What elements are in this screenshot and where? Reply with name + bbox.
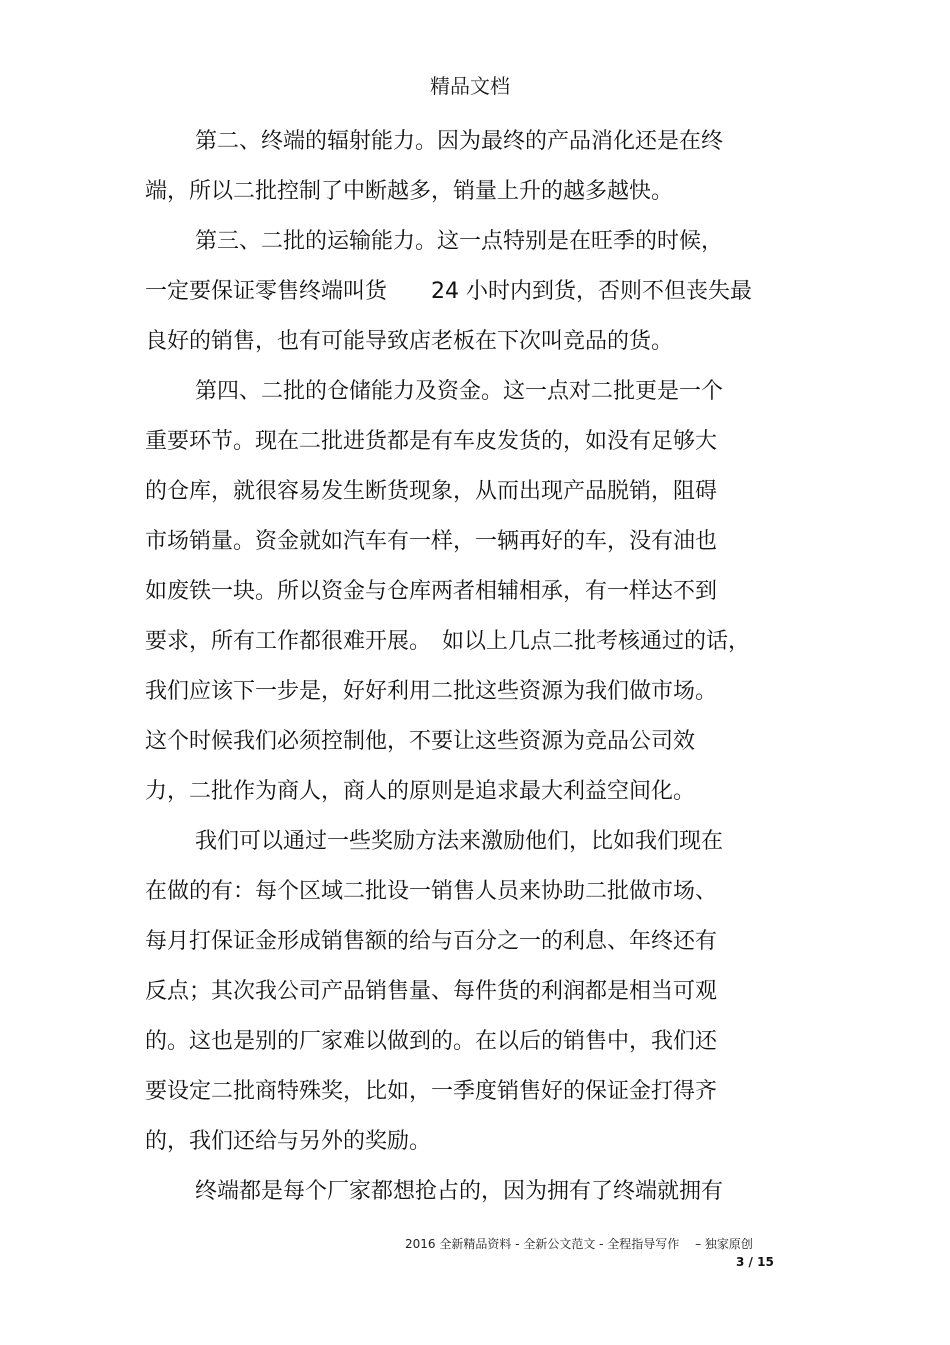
body-line: 的。这也是别的厂家难以做到的。在以后的销售中，我们还: [145, 1029, 718, 1054]
body-line: 要求，所有工作都很难开展。 如以上几点二批考核通过的话，: [145, 629, 751, 654]
body-line: 第三、二批的运输能力。这一点特别是在旺季的时候，: [195, 229, 724, 254]
body-line: 一定要保证零售终端叫货 24 小时内到货，否则不但丧失最: [145, 279, 752, 304]
page-number: 3 / 15: [736, 1255, 774, 1269]
body-line: 我们可以通过一些奖励方法来激励他们，比如我们现在: [195, 829, 724, 854]
body-line: 的，我们还给与另外的奖励。: [145, 1129, 432, 1154]
body-line: 第四、二批的仓储能力及资金。这一点对二批更是一个: [195, 379, 724, 404]
body-line: 的仓库，就很容易发生断货现象，从而出现产品脱销，阻碍: [145, 479, 718, 504]
body-line: 端，所以二批控制了中断越多，销量上升的越多越快。: [145, 179, 674, 204]
body-line: 反点；其次我公司产品销售量、每件货的利润都是相当可观: [145, 979, 718, 1004]
page-header-title: 精品文档: [430, 74, 510, 98]
body-line: 如废铁一块。所以资金与仓库两者相辅相承，有一样达不到: [145, 579, 718, 604]
body-line: 我们应该下一步是，好好利用二批这些资源为我们做市场。: [145, 679, 718, 704]
body-line: 要设定二批商特殊奖，比如，一季度销售好的保证金打得齐: [145, 1079, 718, 1104]
body-line: 第二、终端的辐射能力。因为最终的产品消化还是在终: [195, 129, 724, 154]
body-line: 终端都是每个厂家都想抢占的，因为拥有了终端就拥有: [195, 1179, 724, 1204]
body-line: 良好的销售，也有可能导致店老板在下次叫竞品的货。: [145, 329, 674, 354]
body-line: 市场销量。资金就如汽车有一样，一辆再好的车，没有油也: [145, 529, 718, 554]
body-line: 这个时候我们必须控制他，不要让这些资源为竞品公司效: [145, 729, 696, 754]
footer-text: 2016 全新精品资料 - 全新公文范文 - 全程指导写作 – 独家原创: [405, 1237, 753, 1251]
body-line: 重要环节。现在二批进货都是有车皮发货的，如没有足够大: [145, 429, 718, 454]
body-line: 力，二批作为商人，商人的原则是追求最大利益空间化。: [145, 779, 696, 804]
body-line: 在做的有：每个区域二批设一销售人员来协助二批做市场、: [145, 879, 718, 904]
body-line: 每月打保证金形成销售额的给与百分之一的利息、年终还有: [145, 929, 718, 954]
